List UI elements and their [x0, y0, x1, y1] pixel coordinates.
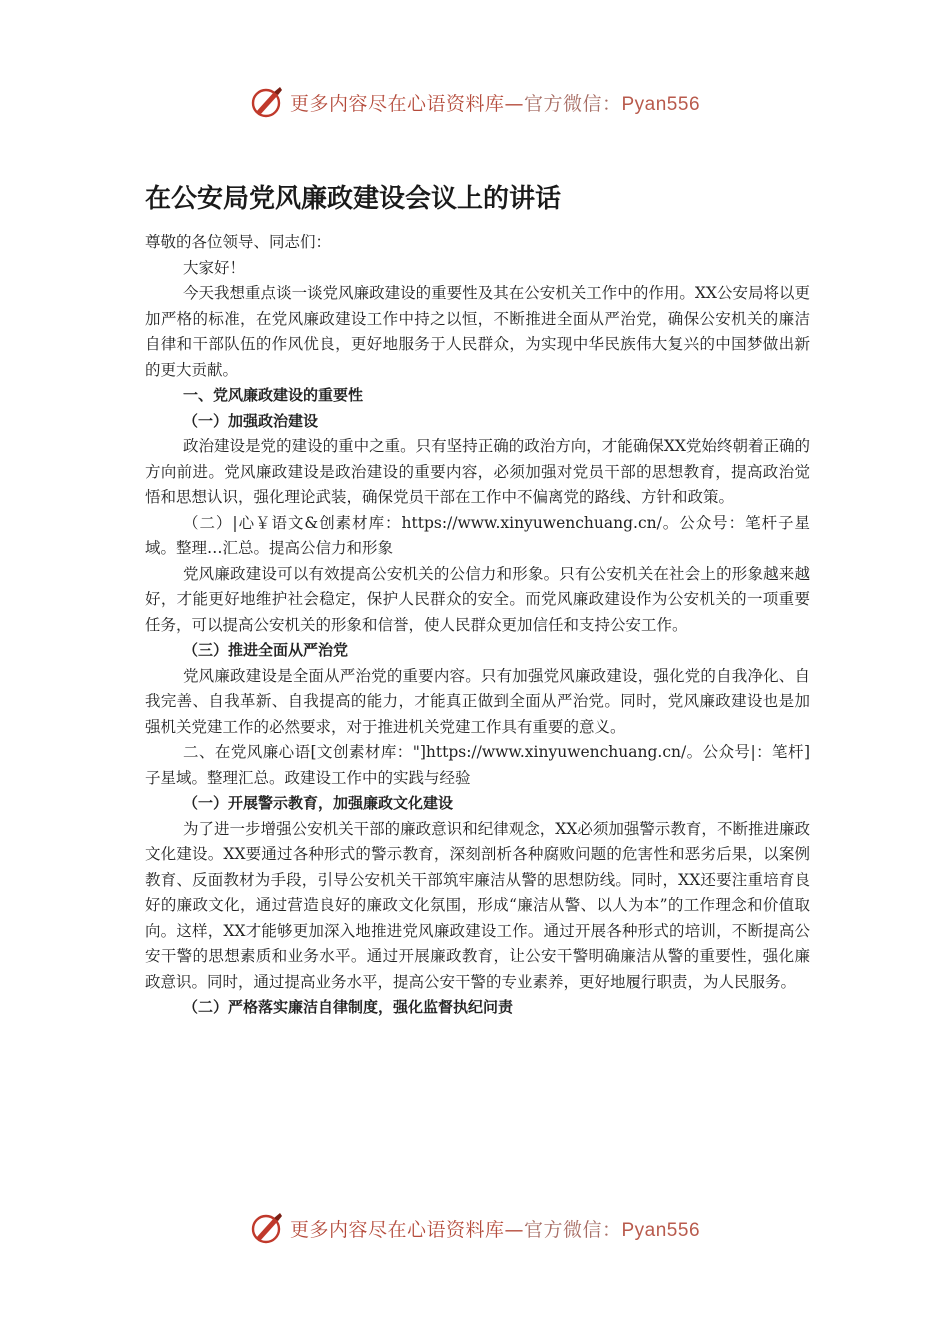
intro-paragraph: 今天我想重点谈一谈党风廉政建设的重要性及其在公安机关工作中的作用。XX公安局将以更加严格的标准，在党风廉政建设工作中持之以恒，不断推进全面从严治党，确保公安机关的廉洁自律和干部队伍的作风优良，更好地服务于人民群众，为实现中华民族伟大复兴的中国梦做出新的更大贡献。	[145, 284, 810, 379]
body-paragraph: 党风廉政建设可以有效提高公安机关的公信力和形象。只有公安机关在社会上的形象越来越好，才能更好地维护社会稳定，保护人民群众的安全。而党风廉政建设作为公安机关的一项重要任务，可以提高公安机关的形象和信誉，使人民群众更加信任和支持公安工作。	[145, 564, 810, 634]
document-title: 在公安局党风廉政建设会议上的讲话	[145, 184, 562, 214]
subsection-heading: （三）推进全面从严治党	[183, 641, 349, 659]
subsection-heading-watermarked: （二）|心￥语文&创素材库：https://www.xinyuwenchuang.cn/。公众号：笔杆子星域。整理…汇总。提高公信力和形象	[145, 513, 810, 557]
footer-banner	[0, 1208, 950, 1248]
body-paragraph: 政治建设是党的建设的重中之重。只有坚持正确的政治方向，才能确保XX党始终朝着正确的方向前进。党风廉政建设是政治建设的重要内容，必须加强对党员干部的思想教育，提高政治觉悟和思想认识，强化理论武装，确保党员干部在工作中不偏离党的路线、方针和政策。	[145, 437, 810, 506]
subsection-heading: （一）开展警示教育，加强廉政文化建设	[183, 794, 454, 812]
greeting: 大家好！	[183, 258, 246, 277]
banner-text: 更多内容尽在心语资料库—官方微信：Pyan556	[289, 1218, 701, 1241]
subsection-heading: （一）加强政治建设	[183, 411, 319, 430]
header-banner	[0, 82, 950, 122]
banner-text: 更多内容尽在心语资料库—官方微信：Pyan556	[289, 92, 701, 115]
salutation: 尊敬的各位领导、同志们：	[145, 233, 332, 251]
section-heading-2: 二、在党风廉心语[文创素材库："]https://www.xinyuwenchuang.cn/。公众号|：笔杆]子星域。整理汇总。政建设工作中的实践与经验	[145, 743, 810, 787]
body-paragraph: 党风廉政建设是全面从严治党的重要内容。只有加强党风廉政建设，强化党的自我净化、自我完善、自我革新、自我提高的能力，才能真正做到全面从严治党。同时，党风廉政建设也是加强机关党建工作的必然要求，对于推进机关党建工作具有重要的意义。	[145, 666, 810, 736]
pen-logo-icon	[250, 85, 284, 119]
pen-logo-icon	[250, 1211, 284, 1245]
subsection-heading: （二）严格落实廉洁自律制度，强化监督执纪问责	[183, 998, 514, 1016]
body-paragraph: 为了进一步增强公安机关干部的廉政意识和纪律观念，XX必须加强警示教育，不断推进廉政文化建设。XX要通过各种形式的警示教育，深刻剖析各种腐败问题的危害性和恶劣后果，以案例教育、反面教材为手段，引导公安机关干部筑牢廉洁从警的思想防线。同时，XX还要注重培育良好的廉政文化，通过营造良好的廉政文化氛围，形成“廉洁从警、以人为本”的工作理念和价值取向。这样，XX才能够更加深入地推进党风廉政建设工作。通过开展各种形式的培训，不断提高公安干警的思想素质和业务水平。通过开展廉政教育，让公安干警明确廉洁从警的重要性，强化廉政意识。同时，通过提高业务水平，提高公安干警的专业素养，更好地履行职责，为人民服务。	[145, 819, 810, 991]
section-heading-1: 一、党风廉政建设的重要性	[183, 386, 364, 404]
document-body	[145, 230, 810, 1021]
